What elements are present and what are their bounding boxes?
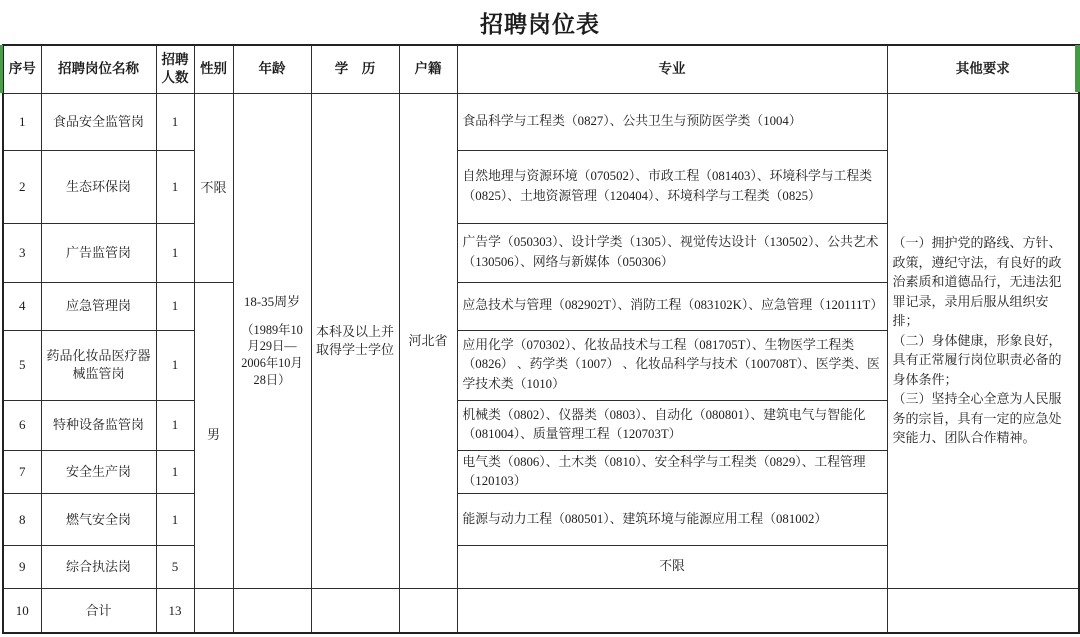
- header-position: 招聘岗位名称: [41, 45, 156, 93]
- header-gender: 性别: [194, 45, 233, 93]
- cell-age: [233, 93, 311, 588]
- recruitment-table: [2, 44, 1080, 634]
- requirement-item: （二）身体健康，形象良好，具有正常履行岗位职责必备的身体条件；: [892, 332, 1062, 387]
- selection-accent-left: [0, 45, 3, 93]
- header-education: 学 历: [311, 45, 399, 93]
- cell-count: 1: [156, 400, 194, 450]
- cell-no: 8: [3, 493, 41, 545]
- page-title: 招聘岗位表: [480, 12, 600, 37]
- cell-count: 1: [156, 450, 194, 493]
- cell-major: 机械类（0802）、仪器类（0803）、自动化（080801）、建筑电气与智能化（081004）、质量管理工程（120703T）: [457, 400, 887, 450]
- table-row: [3, 93, 1079, 150]
- cell-count: 1: [156, 93, 194, 150]
- cell-no: 2: [3, 150, 41, 223]
- header-no: 序号: [3, 45, 41, 93]
- cell-count: 13: [156, 588, 194, 633]
- cell-no: 6: [3, 400, 41, 450]
- cell-position: 特种设备监管岗: [41, 400, 156, 450]
- cell-no: 10: [3, 588, 41, 633]
- cell-position: 应急管理岗: [41, 282, 156, 330]
- header-other: 其他要求: [887, 45, 1079, 93]
- cell-gender-unlimited: 不限: [194, 93, 233, 282]
- cell-empty-gender: [194, 588, 233, 633]
- cell-position: 安全生产岗: [41, 450, 156, 493]
- cell-other-requirements: [887, 93, 1079, 588]
- cell-position: 广告监管岗: [41, 223, 156, 282]
- table-row-total: [3, 588, 1079, 633]
- cell-major: 应急技术与管理（082902T）、消防工程（083102K）、应急管理（120111T）: [457, 282, 887, 330]
- header-row: [3, 45, 1079, 93]
- cell-gender-male: 男: [194, 282, 233, 588]
- cell-position: 综合执法岗: [41, 545, 156, 588]
- cell-major: 不限: [457, 545, 887, 588]
- cell-major: 食品科学与工程类（0827）、公共卫生与预防医学类（1004）: [457, 93, 887, 150]
- cell-major: 广告学（050303）、设计学类（1305）、视觉传达设计（130502）、公共艺术（130506）、网络与新媒体（050306）: [457, 223, 887, 282]
- age-range: 18-35周岁: [243, 294, 301, 310]
- cell-major: 自然地理与资源环境（070502）、市政工程（081403）、环境科学与工程类（0825）、土地资源管理（120404）、环境科学与工程类（0825）: [457, 150, 887, 223]
- cell-count: 1: [156, 223, 194, 282]
- cell-empty-other: [887, 588, 1079, 633]
- requirement-item: （一）拥护党的路线、方针、政策，遵纪守法，有良好的政治素质和道德品行，无违法犯罪记录，录用后服从组织安排；: [892, 235, 1062, 329]
- selection-accent-right: [1075, 45, 1080, 92]
- cell-count: 1: [156, 493, 194, 545]
- cell-count: 1: [156, 282, 194, 330]
- cell-empty-household: [399, 588, 457, 633]
- cell-education: 本科及以上并取得学士学位: [311, 93, 399, 588]
- header-household: 户籍: [399, 45, 457, 93]
- cell-no: 7: [3, 450, 41, 493]
- cell-major: 电气类（0806）、土木类（0810）、安全科学与工程类（0829）、工程管理（120103）: [457, 450, 887, 493]
- cell-position: 生态环保岗: [41, 150, 156, 223]
- cell-empty-major: [457, 588, 887, 633]
- cell-count: 1: [156, 150, 194, 223]
- requirement-item: （三）坚持全心全意为人民服务的宗旨，具有一定的应急处突能力、团队合作精神。: [892, 391, 1062, 446]
- cell-count: 5: [156, 545, 194, 588]
- header-major: 专业: [457, 45, 887, 93]
- cell-major: 应用化学（070302）、化妆品技术与工程（081705T）、生物医学工程类（0826） 、药学类（1007） 、化妆品科学与技术（100708T）、医学类、医学技术类（1010）: [457, 330, 887, 400]
- cell-no: 1: [3, 93, 41, 150]
- cell-no: 4: [3, 282, 41, 330]
- age-dates: （1989年10月29日—2006年10月28日）: [241, 322, 303, 387]
- cell-major: 能源与动力工程（080501）、建筑环境与能源应用工程（081002）: [457, 493, 887, 545]
- cell-position: 燃气安全岗: [41, 493, 156, 545]
- cell-position: 药品化妆品医疗器械监管岗: [41, 330, 156, 400]
- cell-no: 5: [3, 330, 41, 400]
- cell-position: 合计: [41, 588, 156, 633]
- header-count: 招聘人数: [156, 45, 194, 93]
- header-age: 年龄: [233, 45, 311, 93]
- cell-empty-age: [233, 588, 311, 633]
- cell-count: 1: [156, 330, 194, 400]
- cell-no: 9: [3, 545, 41, 588]
- cell-position: 食品安全监管岗: [41, 93, 156, 150]
- cell-no: 3: [3, 223, 41, 282]
- cell-empty-education: [311, 588, 399, 633]
- cell-household: 河北省: [399, 93, 457, 588]
